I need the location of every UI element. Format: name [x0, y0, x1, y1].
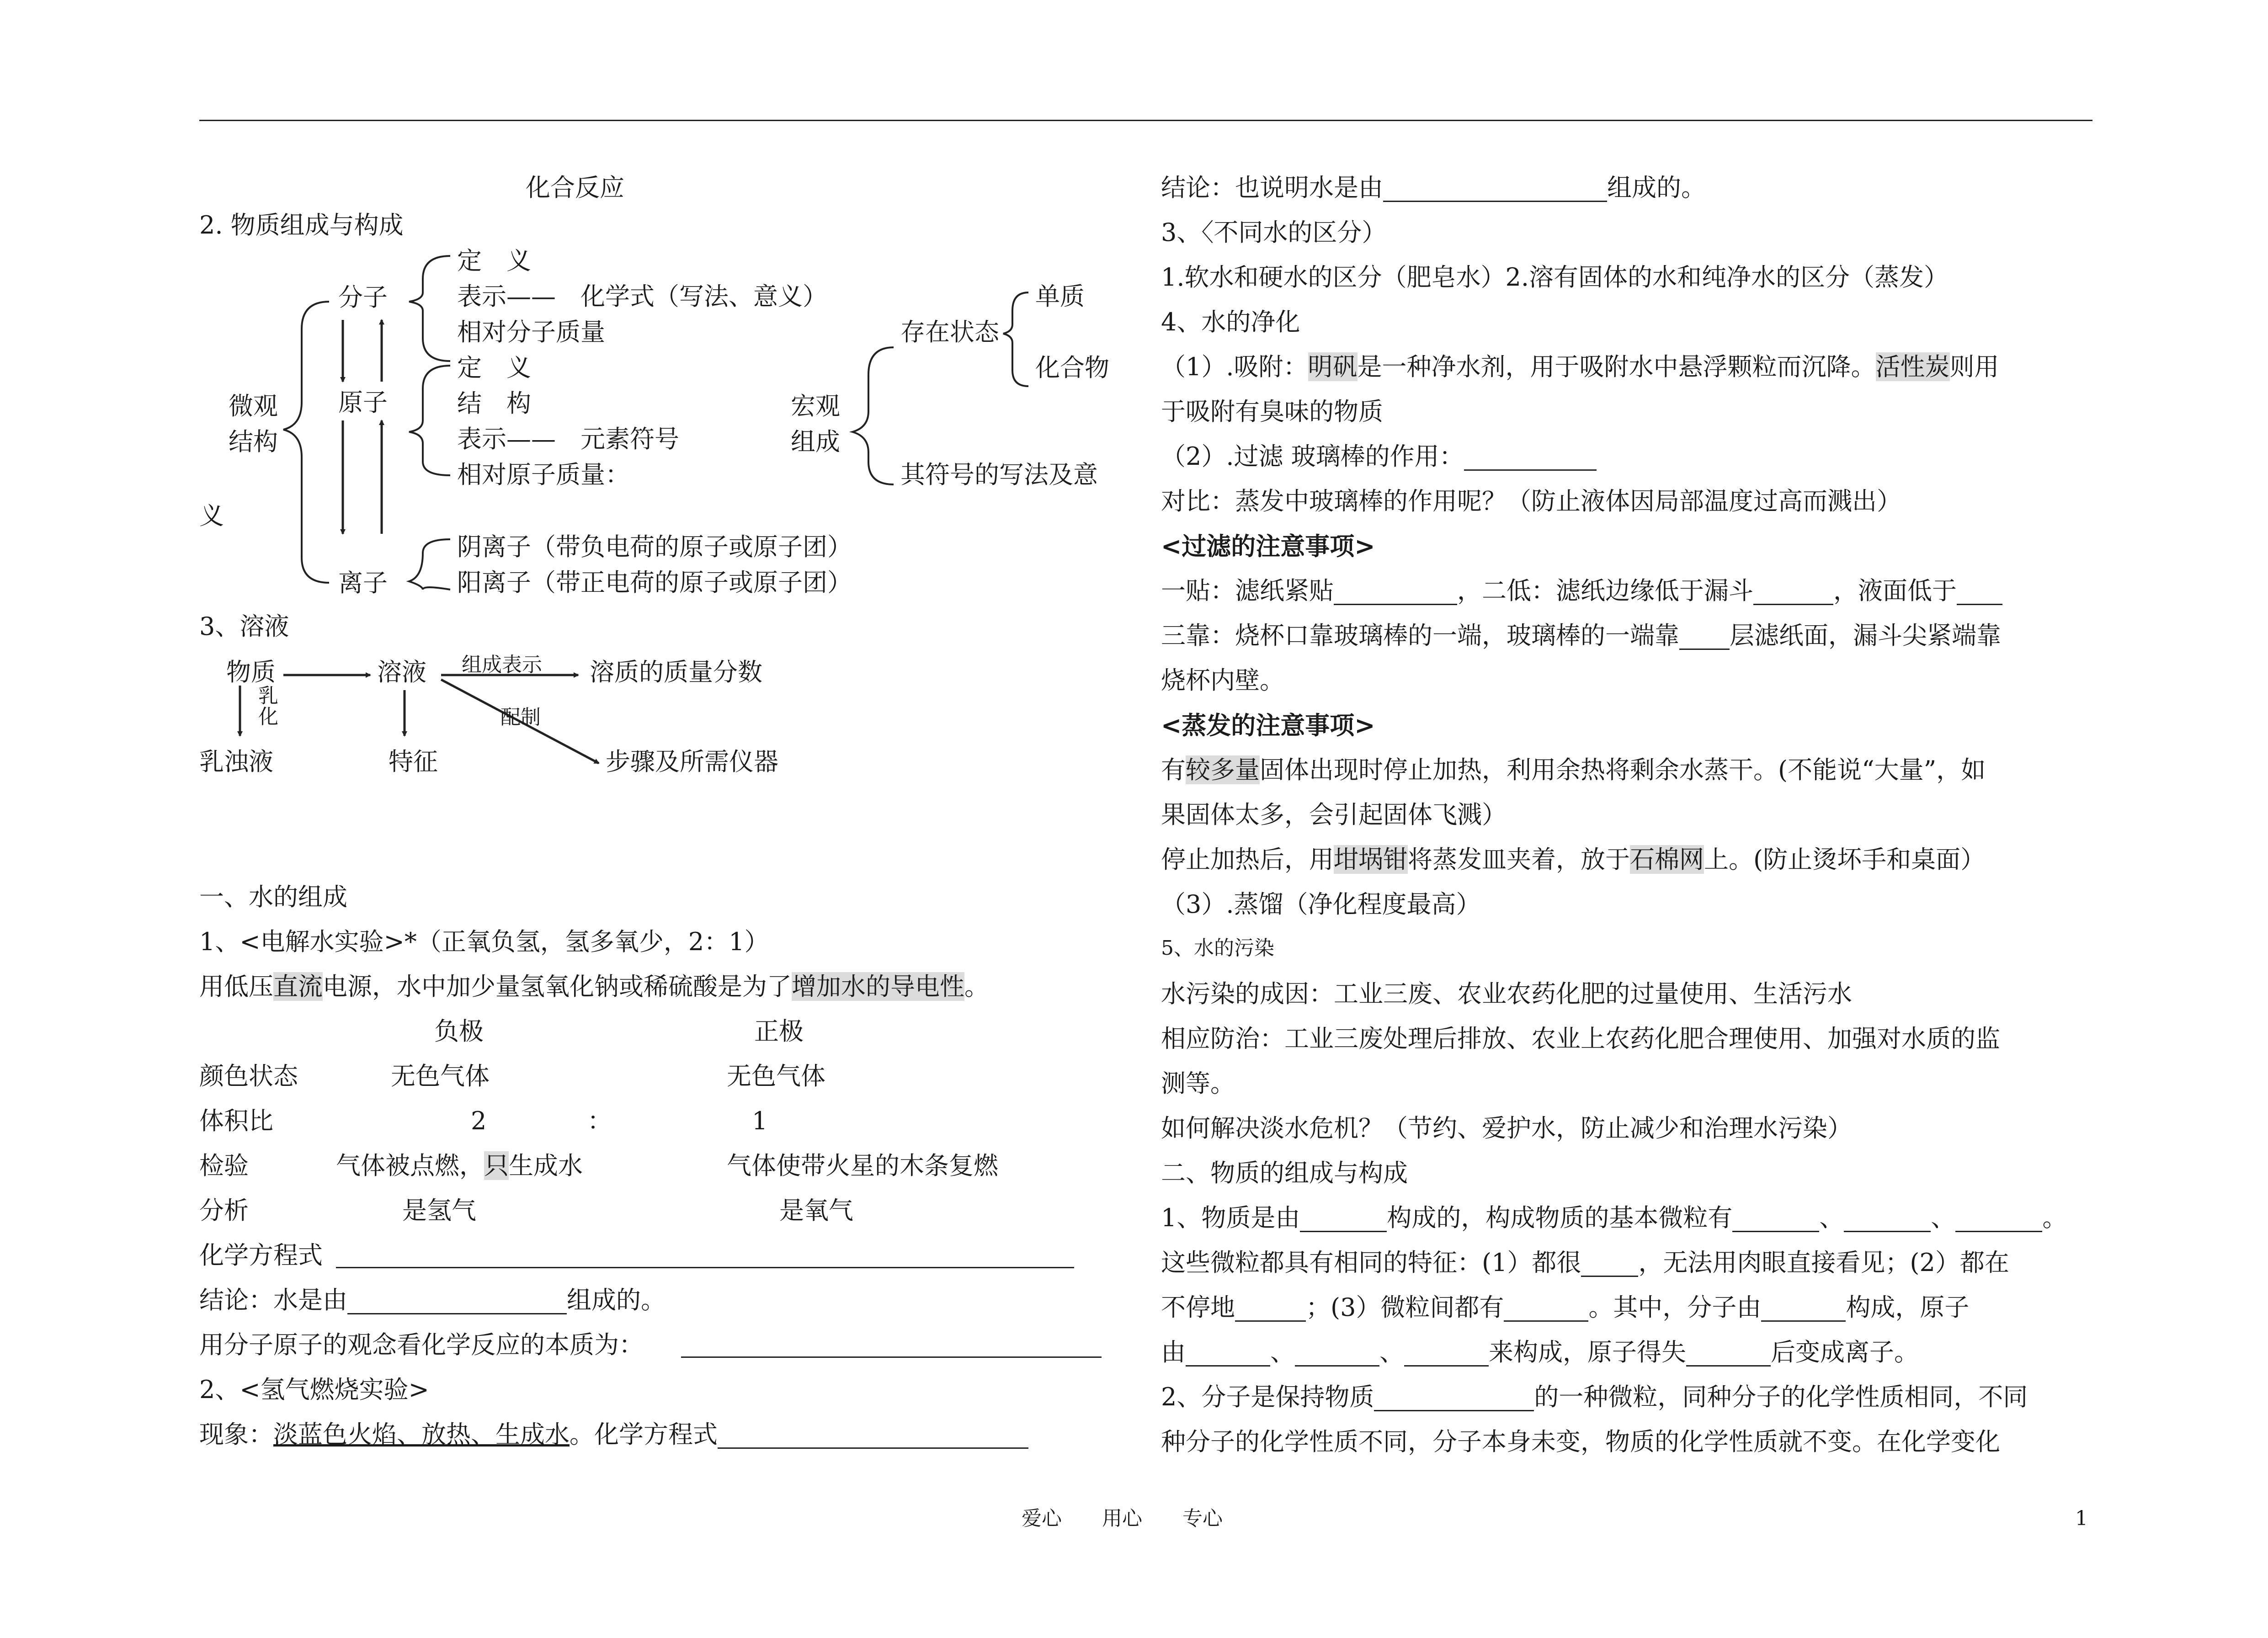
r28: 2、分子是保持物质 的一种微粒，同种分子的化学性质相同，不同	[1161, 1383, 2028, 1411]
row4-neg: 是氢气	[402, 1196, 476, 1225]
r27-blank2[interactable]	[1295, 1342, 1379, 1367]
r26-blank1[interactable]	[1235, 1298, 1306, 1322]
mass-fraction: 溶质的质量分数	[590, 658, 762, 686]
r28-blank[interactable]	[1374, 1387, 1534, 1411]
atom-struct: 结 构	[457, 389, 531, 418]
mol-repr: 表示—— 化学式（写法、意义）	[457, 282, 827, 311]
footer-motto: 爱心 用心 专心	[1022, 1507, 1223, 1530]
emulsify-label: 乳 化	[258, 684, 278, 729]
section3-title: 3、溶液	[199, 612, 289, 641]
r4: 4、水的净化	[1161, 308, 1300, 336]
micro-label: 微观 结构	[229, 392, 278, 457]
r27: 由 、 、 来构成，原子得失 后变成离子。	[1161, 1338, 1919, 1367]
row2-sep: ：	[587, 1106, 612, 1135]
r10-blank1[interactable]	[1334, 581, 1457, 605]
r1: 结论：也说明水是由 组成的。	[1161, 173, 1706, 202]
r18: 5、水的污染	[1161, 936, 1274, 960]
macro-label: 宏观 组成	[791, 392, 840, 457]
r1-blank[interactable]	[1383, 178, 1607, 202]
r27-blank4[interactable]	[1686, 1342, 1771, 1367]
r9: <过滤的注意事项>	[1161, 532, 1375, 561]
steps-instruments: 步骤及所需仪器	[606, 747, 778, 776]
row3-label: 检验	[199, 1151, 249, 1180]
equation-label: 化学方程式	[199, 1241, 323, 1270]
r6: 于吸附有臭味的物质	[1161, 397, 1383, 426]
mol-def: 定 义	[457, 246, 531, 275]
row3-neg: 气体被点燃，只生成水	[336, 1151, 583, 1180]
solution: 溶液	[377, 658, 426, 686]
exp2-title: 2、<氢气燃烧实验>	[199, 1375, 429, 1404]
row3-pos: 气体使带火星的木条复燃	[727, 1151, 998, 1180]
table-pos-header: 正极	[754, 1017, 804, 1046]
r19: 水污染的成因：工业三废、农业农药化肥的过量使用、生活污水	[1161, 979, 1852, 1008]
r14: 有较多量固体出现时停止加热，利用余热将剩余水蒸干。(不能说“大量”，如	[1161, 755, 1986, 784]
feature: 特征	[389, 747, 438, 776]
r5: （1）.吸附：明矾是一种净水剂，用于吸附水中悬浮颗粒而沉降。活性炭则用	[1161, 352, 1999, 381]
row2-pos: 1	[752, 1106, 768, 1135]
exp1-title: 1、<电解水实验>*（正氧负氢，氢多氧少，2：1）	[199, 927, 769, 956]
r16: 停止加热后，用坩埚钳将蒸发皿夹着，放于石棉网上。(防止烫坏手和桌面）	[1161, 845, 1986, 874]
atom: 原子	[338, 388, 388, 417]
r11: 三靠：烧杯口靠玻璃棒的一端，玻璃棒的一端靠 层滤纸面，漏斗尖紧端靠	[1161, 621, 2001, 650]
r25: 这些微粒都具有相同的特征：(1）都很 ，无法用肉眼直接看见；(2）都在	[1161, 1248, 2009, 1277]
r24-blank4[interactable]	[1955, 1208, 2042, 1232]
r7: （2）.过滤 玻璃棒的作用：	[1161, 442, 1597, 471]
reaction-type: 化合反应	[526, 173, 624, 202]
atom-def: 定 义	[457, 353, 531, 382]
existence-state: 存在状态	[900, 318, 999, 346]
r24-blank1[interactable]	[1300, 1208, 1387, 1232]
row1-neg: 无色气体	[391, 1062, 490, 1090]
compound: 化合物	[1035, 353, 1109, 382]
row1-label: 颜色状态	[199, 1062, 298, 1090]
r11-blank[interactable]	[1679, 626, 1730, 650]
r26-blank3[interactable]	[1761, 1298, 1846, 1322]
yi-tail: 义	[199, 501, 224, 530]
ion: 离子	[338, 569, 388, 597]
mol-mass: 相对分子质量	[457, 318, 605, 346]
r12: 烧杯内壁。	[1161, 666, 1284, 695]
equation-blank[interactable]	[336, 1267, 1074, 1268]
exp1-line: 用低压直流电源，水中加少量氢氧化钠或稀硫酸是为了增加水的导电性。	[199, 972, 989, 1001]
r22: 如何解决淡水危机？（节约、爱护水，防止减少和治理水污染）	[1161, 1114, 1852, 1143]
r2: 3、〈不同水的区分）	[1161, 218, 1387, 247]
r7-blank[interactable]	[1464, 447, 1597, 471]
conclusion-blank[interactable]	[347, 1290, 567, 1314]
molecule: 分子	[338, 283, 388, 312]
r26: 不停地 ；(3）微粒间都有 。其中，分子由 构成，原子	[1161, 1293, 1970, 1322]
r10: 一贴：滤纸紧贴 ，二低：滤纸边缘低于漏斗 ，液面低于	[1161, 577, 2002, 605]
r8: 对比：蒸发中玻璃棒的作用呢？（防止液体因局部温度过高而溅出）	[1161, 487, 1901, 516]
section2-title: 2. 物质组成与构成	[199, 211, 404, 239]
phenomenon: 现象：淡蓝色火焰、放热、生成水。化学方程式	[199, 1420, 1028, 1449]
row4-label: 分析	[199, 1196, 249, 1225]
r24-blank3[interactable]	[1844, 1208, 1931, 1232]
anion: 阴离子（带负电荷的原子或原子团）	[457, 532, 852, 561]
phenomenon-equation-blank[interactable]	[718, 1425, 1028, 1449]
prepare-label: 配制	[500, 706, 541, 729]
row1-pos: 无色气体	[727, 1062, 825, 1090]
r27-blank3[interactable]	[1404, 1342, 1489, 1367]
r3: 1.软水和硬水的区分（肥皂水）2.溶有固体的水和纯净水的区分（蒸发）	[1161, 263, 1949, 292]
row2-label: 体积比	[199, 1106, 273, 1135]
r26-blank2[interactable]	[1504, 1298, 1588, 1322]
r29: 种分子的化学性质不同，分子本身未变，物质的化学性质就不变。在化学变化	[1161, 1427, 2000, 1456]
r20: 相应防治：工业三废处理后排放、农业上农药化肥合理使用、加强对水质的监	[1161, 1024, 2000, 1053]
r15: 果固体太多，会引起固体飞溅）	[1161, 800, 1507, 829]
r10-blank3[interactable]	[1957, 581, 2002, 605]
composition-repr: 组成表示	[462, 653, 542, 676]
r10-blank2[interactable]	[1753, 581, 1833, 605]
r21: 测等。	[1161, 1069, 1235, 1098]
essence-label: 用分子原子的观念看化学反应的本质为：	[199, 1330, 644, 1359]
r24-blank2[interactable]	[1732, 1208, 1819, 1232]
emulsion: 乳浊液	[199, 747, 273, 776]
cation: 阳离子（带正电荷的原子或原子团）	[457, 568, 852, 597]
atom-mass: 相对原子质量：	[457, 460, 630, 489]
r24: 1、物质是由 构成的，构成物质的基本微粒有 、 、 。	[1161, 1203, 2067, 1232]
element-substance: 单质	[1035, 282, 1085, 311]
water-title: 一、水的组成	[199, 883, 347, 911]
table-neg-header: 负极	[434, 1017, 484, 1046]
r23: 二、物质的组成与构成	[1161, 1159, 1408, 1187]
row4-pos: 是氧气	[779, 1196, 853, 1225]
conclusion: 结论：水是由 组成的。	[199, 1286, 665, 1314]
symbol-note: 其符号的写法及意	[900, 460, 1098, 489]
r25-blank[interactable]	[1581, 1253, 1638, 1277]
r17: （3）.蒸馏（净化程度最高）	[1161, 890, 1481, 919]
r13: <蒸发的注意事项>	[1161, 711, 1375, 740]
essence-blank[interactable]	[681, 1356, 1102, 1358]
atom-repr: 表示—— 元素符号	[457, 425, 679, 453]
substance: 物质	[226, 658, 276, 686]
r27-blank1[interactable]	[1186, 1342, 1270, 1367]
page-number: 1	[2075, 1507, 2088, 1530]
row2-neg: 2	[471, 1106, 487, 1135]
